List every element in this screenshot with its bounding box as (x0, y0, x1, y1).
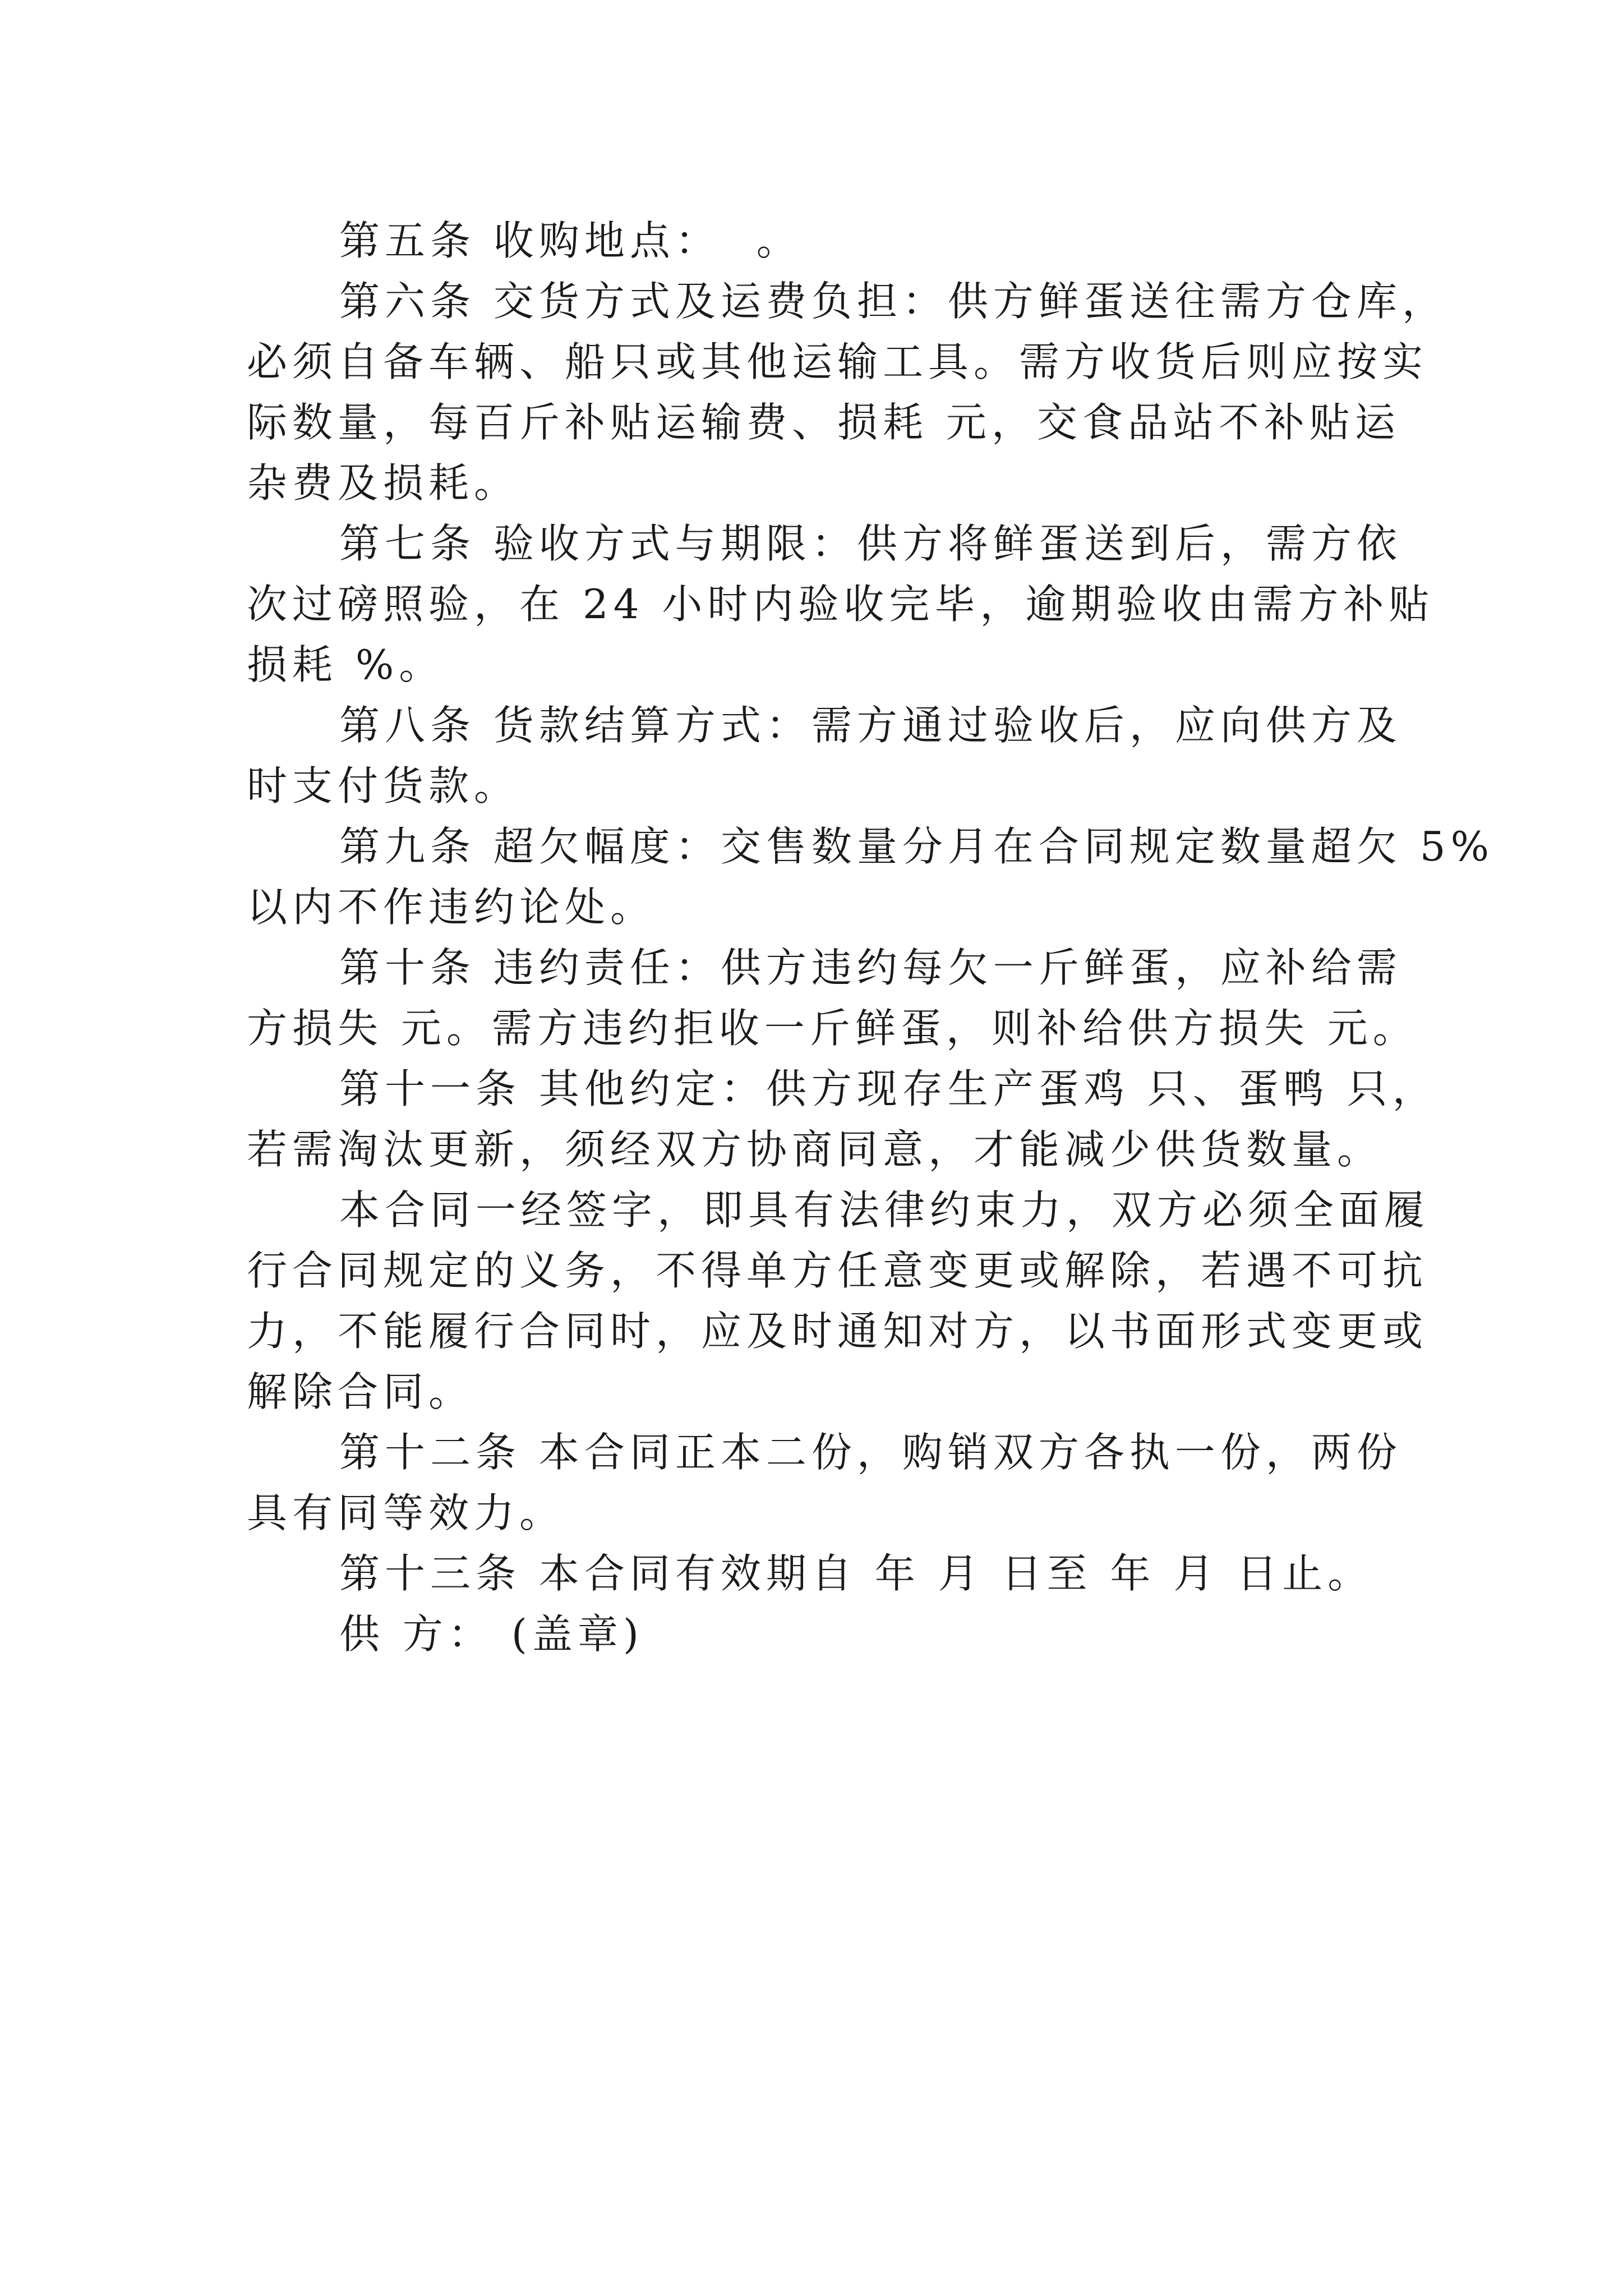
text-line: 以内不作违约论处。 (247, 884, 656, 931)
binding-clause (247, 1180, 1430, 1422)
text-line: 第六条 交货方式及运费负担：供方鲜蛋送往需方仓库， (339, 278, 1447, 325)
text-line: 力，不能履行合同时，应及时通知对方，以书面形式变更或 (247, 1308, 1428, 1355)
article-10 (247, 937, 1418, 1059)
text-line: 必须自备车辆、船只或其他运输工具。需方收货后则应按实 (247, 338, 1428, 385)
text-line: 第十三条 本合同有效期自 年 月 日至 年 月 日止。 (339, 1550, 1373, 1597)
text-line: 具有同等效力。 (247, 1489, 565, 1536)
text-line: 第七条 验收方式与期限：供方将鲜蛋送到后，需方依 (339, 520, 1402, 567)
article-8 (247, 695, 1402, 816)
text-line: 次过磅照验，在 24 小时内验收完毕，逾期验收由需方补贴 (247, 581, 1435, 628)
text-line: 损耗 %。 (247, 641, 445, 688)
text-line: 时支付货款。 (247, 762, 520, 809)
text-line: 第九条 超欠幅度：交售数量分月在合同规定数量超欠 5% (339, 823, 1494, 870)
article-11 (247, 1059, 1438, 1180)
article-6 (247, 271, 1447, 513)
text-line: 方损失 元。需方违约拒收一斤鲜蛋，则补给供方损失 元。 (247, 1005, 1418, 1052)
text-line: 第五条 收购地点： 。 (339, 217, 802, 264)
article-9 (247, 816, 1494, 937)
text-line: 解除合同。 (247, 1368, 474, 1415)
article-12 (247, 1422, 1402, 1543)
article-13 (247, 1543, 1391, 1604)
text-line: 第十条 违约责任：供方违约每欠一斤鲜蛋，应补给需 (339, 944, 1402, 991)
text-line: 第十二条 本合同正本二份，购销双方各执一份，两份 (339, 1429, 1402, 1476)
text-line: 供 方： (盖章) (339, 1611, 644, 1658)
article-7 (247, 513, 1435, 695)
contract-body (247, 210, 1494, 1664)
text-line: 第八条 货款结算方式：需方通过验收后，应向供方及 (339, 702, 1402, 749)
text-line: 本合同一经签字，即具有法律约束力，双方必须全面履 (339, 1186, 1430, 1234)
text-line: 行合同规定的义务，不得单方任意变更或解除，若遇不可抗 (247, 1247, 1428, 1294)
text-line: 际数量，每百斤补贴运输费、损耗 元，交食品站不补贴运 (247, 399, 1400, 446)
article-5 (247, 210, 1391, 271)
text-line: 杂费及损耗。 (247, 459, 520, 507)
supplier-signature (247, 1604, 1391, 1664)
text-line: 若需淘汰更新，须经双方协商同意，才能减少供货数量。 (247, 1126, 1383, 1173)
text-line: 第十一条 其他约定：供方现存生产蛋鸡 只、蛋鸭 只， (339, 1065, 1438, 1112)
